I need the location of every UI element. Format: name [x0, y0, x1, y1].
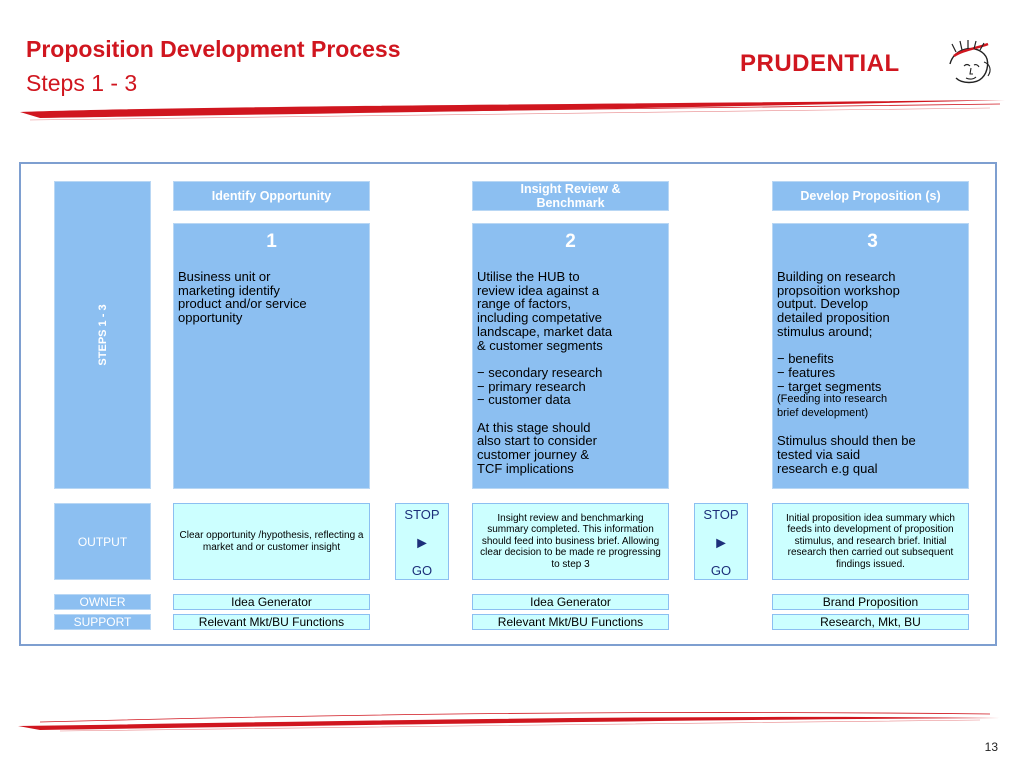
text-line: Stimulus should then be [777, 433, 916, 449]
text-line: research e.g qual [777, 460, 878, 476]
step-3-output: Initial proposition idea summary which feeds into development of proposition stimulus, and research brief. Initial research then carried out subsequent findings issued. [772, 503, 969, 580]
step-2-note [477, 421, 664, 476]
text-line: detailed proposition [777, 310, 890, 326]
play-arrow-icon: ► [713, 535, 729, 552]
footer-swoosh-divider [0, 700, 1024, 734]
brand-logo-text: PRUDENTIAL [740, 50, 900, 77]
page-subtitle: Steps 1 - 3 [26, 70, 138, 96]
step-1-owner: Idea Generator [173, 594, 370, 610]
list-item: − primary research [477, 378, 586, 394]
support-label: SUPPORT [54, 614, 151, 630]
list-item: − customer data [477, 392, 571, 408]
text-line: also start to consider [477, 433, 597, 449]
step-3-description [777, 270, 968, 339]
step-2-body [472, 223, 669, 489]
output-label: OUTPUT [54, 503, 151, 580]
step-3-header: Develop Proposition (s) [772, 181, 969, 211]
text-line: output. Develop [777, 296, 869, 312]
step-1-header: Identify Opportunity [173, 181, 370, 211]
text-line: range of factors, [477, 296, 571, 312]
header-swoosh-divider [0, 96, 1024, 126]
text-line: Utilise the HUB to [477, 269, 580, 284]
step-3-stimulus-list [777, 352, 968, 421]
step-1-body [173, 223, 370, 489]
step-3-number: 3 [867, 231, 878, 252]
text-line: (Feeding into research [777, 393, 888, 406]
steps-column [54, 181, 151, 489]
text-line: opportunity [178, 310, 243, 326]
text-line: review idea against a [477, 282, 600, 298]
go-label: GO [710, 563, 732, 578]
stop-go-gate-2 [694, 503, 748, 580]
page-title: Proposition Development Process [26, 36, 401, 62]
step-2-number: 2 [565, 231, 576, 252]
step-2-support: Relevant Mkt/BU Functions [472, 614, 669, 630]
list-item: − features [777, 364, 836, 380]
text-line: TCF implications [477, 460, 574, 476]
text-line: brief development) [777, 407, 869, 420]
step-2-output: Insight review and benchmarking summary completed. This information should feed into business brief. Allowing clear decision to be made re progressing to step 3 [472, 503, 669, 580]
step-1-output: Clear opportunity /hypothesis, reflecting a market and or customer insight [173, 503, 370, 580]
steps-label: STEPS 1 - 3 [96, 304, 109, 366]
step-3-support: Research, Mkt, BU [772, 614, 969, 630]
step-1-number: 1 [266, 231, 277, 252]
step-2-description [477, 270, 664, 352]
step-3-owner: Brand Proposition [772, 594, 969, 610]
text-line: propsoition workshop [777, 282, 900, 298]
text-line: customer journey & [477, 447, 589, 463]
step-3-body [772, 223, 969, 489]
owner-label: OWNER [54, 594, 151, 610]
process-diagram [19, 162, 997, 646]
play-arrow-icon: ► [414, 535, 430, 552]
step-1-support: Relevant Mkt/BU Functions [173, 614, 370, 630]
text-line: tested via said [777, 447, 861, 463]
prudence-logo-icon [940, 38, 996, 86]
list-item: − target segments [777, 378, 882, 394]
step-2-research-list [477, 366, 664, 407]
list-item: − benefits [777, 351, 834, 367]
text-line: & customer segments [477, 337, 603, 353]
text-line: marketing identify [178, 282, 280, 298]
text-line: At this stage should [477, 419, 591, 435]
text-line: product and/or service [178, 296, 307, 312]
text-line: Building on research [777, 269, 896, 284]
step-3-note [777, 434, 968, 475]
stop-label: STOP [703, 507, 739, 522]
text-line: stimulus around; [777, 323, 873, 339]
stop-go-gate-1 [395, 503, 449, 580]
list-item: − secondary research [477, 364, 603, 380]
step-2-header: Insight Review & Benchmark [472, 181, 669, 211]
step-1-description [178, 270, 365, 325]
text-line: Business unit or [178, 269, 271, 284]
go-label: GO [411, 563, 433, 578]
stop-label: STOP [404, 507, 440, 522]
text-line: including competative [477, 310, 603, 326]
page-number: 13 [984, 740, 998, 754]
step-2-owner: Idea Generator [472, 594, 669, 610]
text-line: landscape, market data [477, 323, 613, 339]
